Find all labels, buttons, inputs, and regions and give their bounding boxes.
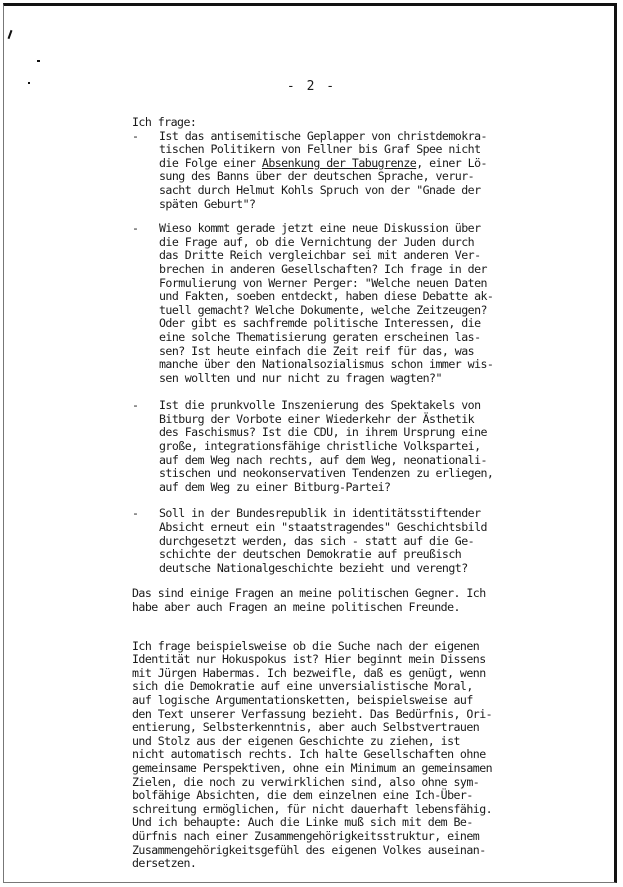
text-line: Soll in der Bundesrepublik in identitätsstiftender: [159, 506, 481, 521]
underlined-phrase: Absenkung der Tabugrenze: [261, 155, 417, 170]
text-line: Oder gibt es sachfremde politische Interessen, die: [159, 316, 481, 331]
text-line: Zusammengehörigkeitsgefühl des eigenen Volkes auseinan-: [132, 842, 486, 857]
text-line: mit Jürgen Habermas. Ich bezweifle, daß es genügt, wenn: [132, 665, 486, 680]
text-line: deutsche Nationalgeschichte bezieht und verengt?: [159, 560, 468, 575]
text-line: sacht durch Helmut Kohls Spruch von der "Gnade der: [159, 182, 481, 197]
text-line: auf dem Weg nach rechts, auf dem Weg, neonationali-: [159, 452, 487, 467]
question-item: [132, 222, 552, 385]
page-number: - 2 -: [286, 79, 337, 94]
text-line: Und ich behaupte: Auch die Linke muß sich mit dem Be-: [132, 815, 473, 830]
text-line: sen wollten und nur nicht zu fragen wagten?": [159, 370, 442, 385]
text-line: das Dritte Reich vergleichbar sei mit anderen Ver-: [159, 248, 481, 263]
text-line: Das sind einige Fragen an meine politischen Gegner. Ich: [132, 586, 486, 601]
closing-paragraph: [132, 587, 552, 614]
text-line: sich die Demokratie auf eine unversialistische Moral,: [132, 679, 473, 694]
text-line: Wieso kommt gerade jetzt eine neue Diskussion über: [159, 221, 481, 236]
bullet-dash: -: [132, 398, 139, 413]
text-line: des Faschismus? Ist die CDU, in ihrem Ursprung eine: [159, 425, 487, 440]
text-line: habe aber auch Fragen an meine politischen Freunde.: [132, 600, 460, 614]
text-line: stischen und neokonservativen Tendenzen zu erliegen,: [159, 466, 494, 481]
question-item: [132, 399, 552, 494]
text-line: bolfähige Absichten, die dem einzelnen eine Ich-Über-: [132, 788, 473, 803]
text-line: [159, 157, 552, 171]
text-line: die Frage auf, ob die Vernichtung der Juden durch: [159, 234, 475, 249]
text-line: schichte der deutschen Demokratie auf preußisch: [159, 547, 462, 562]
text-line: eine solche Thematisierung geraten erscheinen las-: [159, 329, 481, 344]
text-segment: die Folge einer: [159, 155, 262, 170]
text-line: Absicht erneut ein "staatstragendes" Geschichtsbild: [159, 520, 487, 535]
text-line: Ist die prunkvolle Inszenierung des Spektakels von: [159, 398, 481, 413]
question-text: [159, 507, 552, 575]
text-line: Ist das antisemitische Geplapper von christdemokra-: [159, 128, 487, 143]
text-line: Bitburg der Vorbote einer Wiederkehr der Ästhetik: [159, 411, 475, 426]
text-line: große, integrationsfähige christliche Volkspartei,: [159, 439, 481, 454]
text-line: dersetzen.: [132, 856, 197, 871]
question-text: [159, 222, 552, 385]
text-line: manche über den Nationalsozialismus schon immer wis-: [159, 357, 494, 372]
document-body: [132, 116, 552, 871]
text-line: späten Geburt"?: [159, 196, 256, 211]
question-text: [159, 399, 552, 494]
question-item: [132, 507, 552, 575]
text-line: dürfnis nach einer Zusammengehörigkeitsstruktur, einem: [132, 828, 480, 843]
text-line: und Fakten, soeben entdeckt, haben diese Debatte ak-: [159, 289, 494, 304]
bullet-dash: -: [132, 128, 139, 143]
text-line: entierung, Selbsterkenntnis, aber auch Selbstvertrauen: [132, 720, 480, 735]
text-line: tischen Politikern von Fellner bis Graf Spee nicht: [159, 142, 481, 157]
text-line: durchgesetzt werden, das sich - statt auf die Ge-: [159, 533, 475, 548]
text-line: sung des Banns über der deutschen Sprache, verur-: [159, 169, 475, 184]
text-line: brechen in anderen Gesellschaften? Ich frage in der: [159, 261, 487, 276]
final-paragraph: [132, 640, 552, 871]
text-line: sen? Ist heute einfach die Zeit reif für das, was: [159, 343, 475, 358]
text-line: tuell gemacht? Welche Dokumente, welche Zeitzeugen?: [159, 302, 487, 317]
text-line: nicht automatisch rechts. Ich halte Gesellschaften ohne: [132, 747, 486, 762]
text-line: und Stolz aus der eigenen Geschichte zu ziehen, ist: [132, 733, 460, 748]
text-line: auf dem Weg zu einer Bitburg-Partei?: [159, 479, 391, 494]
text-line: Ich frage beispielsweise ob die Suche nach der eigenen: [132, 638, 480, 653]
text-line: auf logische Argumentationsketten, beispielsweise auf: [132, 692, 473, 707]
text-line: gemeinsame Perspektiven, ohne ein Minimum an gemeinsamen: [132, 760, 493, 775]
text-line: Identität nur Hokuspokus ist? Hier beginnt mein Dissens: [132, 652, 486, 667]
text-segment: , einer Lö-: [416, 155, 487, 170]
scan-speck: [37, 60, 40, 62]
text-line: Formulierung von Werner Perger: "Welche neuen Daten: [159, 275, 487, 290]
text-line: schreitung ermöglichen, für nicht dauerhaft lebensfähig.: [132, 801, 493, 816]
text-line: den Text unserer Verfassung bezieht. Das Bedürfnis, Ori-: [132, 706, 493, 721]
question-item: [132, 130, 552, 212]
bullet-dash: -: [132, 221, 139, 236]
question-text: [159, 130, 552, 212]
intro-heading: Ich frage:: [132, 115, 197, 129]
text-line: Zielen, die noch zu verwirklichen sind, also ohne sym-: [132, 774, 480, 789]
bullet-dash: -: [132, 506, 139, 521]
